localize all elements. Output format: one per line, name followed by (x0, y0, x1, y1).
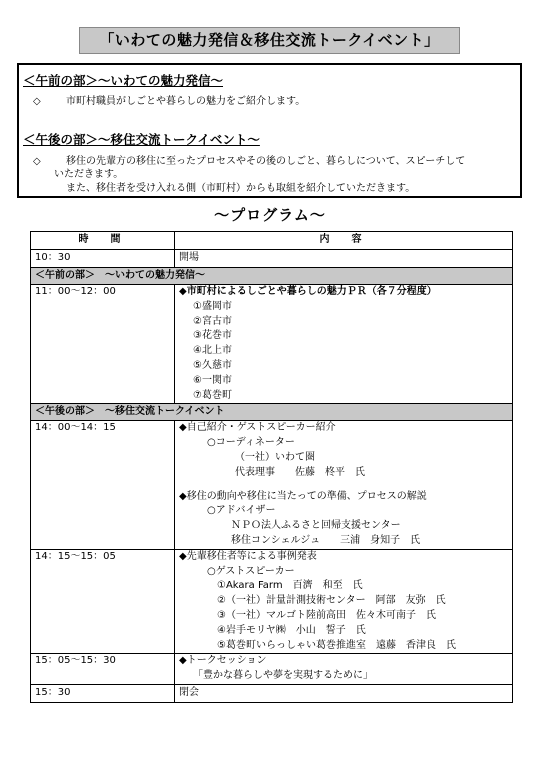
pm-description-line1: 移住の先輩方の移住に至ったプロセスやその後のしごと、暮らしについて、スピーチして (66, 156, 466, 167)
content-cell: 開場 (175, 250, 513, 268)
table-row (31, 421, 513, 549)
header-time: 時 間 (31, 232, 175, 250)
am-section-label: ＜午前の部＞ ～いわての魅力発信～ (31, 268, 513, 285)
table-row (31, 285, 513, 404)
content-cell (175, 285, 513, 404)
time-cell: 15：05～15：30 (31, 654, 175, 685)
talk-heading: ◆トークセッション (179, 655, 267, 667)
diamond-icon: ◇ (33, 96, 41, 107)
list-item: ④北上市 (193, 345, 232, 357)
time-cell: 11：00～12：00 (31, 285, 175, 404)
content-cell: 閉会 (175, 684, 513, 702)
list-item: ②（一社）計量計測技術センター 阿部 友弥 氏 (217, 595, 446, 607)
list-item: ⑥一関市 (193, 374, 232, 386)
time-cell: 14：15～15：05 (31, 549, 175, 654)
header-content: 内 容 (175, 232, 513, 250)
program-table (30, 231, 513, 703)
talk-theme: 「豊かな暮らしや夢を実現するために」 (193, 670, 373, 682)
summary-box (17, 63, 522, 198)
table-row (31, 250, 513, 268)
table-row (31, 684, 513, 702)
case-heading: ◆先輩移住者等による事例発表 (179, 550, 317, 562)
list-item: ⑤葛巻町いらっしゃい葛巻推進室 遠藤 香津良 氏 (217, 639, 456, 651)
am-heading: ＜午前の部＞～いわての魅力発信～ (23, 73, 224, 88)
diamond-icon: ◇ (33, 156, 41, 167)
advisor-person: 移住コンシェルジュ 三浦 身知子 氏 (231, 534, 421, 546)
table-header-row (31, 232, 513, 250)
list-item: ⑤久慈市 (193, 359, 232, 371)
table-row (31, 654, 513, 685)
spacer (179, 481, 508, 490)
list-item: ③花巻市 (193, 330, 232, 342)
list-item: ①盛岡市 (193, 300, 232, 312)
list-item: ⑦葛巻町 (193, 389, 232, 401)
migration-heading: ◆移住の動向や移住に当たっての準備、プロセスの解説 (179, 490, 427, 502)
content-cell (175, 421, 513, 549)
time-cell: 10：30 (31, 250, 175, 268)
guest-role: ○ゲストスピーカー (207, 565, 295, 577)
pm-description-line3: また、移住者を受け入れる側（市町村）からも取組を紹介していただきます。 (66, 183, 416, 194)
advisor-org: ＮＰＯ法人ふるさと回帰支援センター (231, 520, 401, 532)
list-item: ①Akara Farm 百濟 和至 氏 (217, 580, 363, 592)
list-item: ④岩手モリヤ㈱ 小山 誓子 氏 (217, 624, 366, 636)
pm-heading: ＜午後の部＞～移住交流トークイベント～ (23, 132, 260, 147)
time-cell: 15：30 (31, 684, 175, 702)
coordinator-role: ○コーディネーター (207, 437, 295, 449)
am-description: 市町村職員がしごとや暮らしの魅力をご紹介します。 (66, 96, 306, 107)
section-row-pm (31, 404, 513, 421)
content-cell (175, 654, 513, 685)
content-cell (175, 549, 513, 654)
pm-description-line2: いただきます。 (54, 169, 124, 180)
section-row-am (31, 268, 513, 285)
time-cell: 14：00～14：15 (31, 421, 175, 549)
advisor-role: ○アドバイザー (207, 505, 276, 517)
program-title: ～プログラム～ (214, 206, 326, 224)
list-item: ③（一社）マルゴト陸前高田 佐々木可南子 氏 (217, 609, 436, 621)
pm-section-label: ＜午後の部＞ ～移住交流トークイベント (31, 404, 513, 421)
table-row (31, 549, 513, 654)
coordinator-person: 代表理事 佐藤 柊平 氏 (235, 466, 365, 478)
intro-heading: ◆自己紹介・ゲストスピーカー紹介 (179, 422, 336, 434)
am-pr-heading: ◆市町村によるしごとや暮らしの魅力ＰＲ（各７分程度） (179, 286, 437, 297)
page-title: 「いわての魅力発信＆移住交流トークイベント」 (79, 27, 460, 54)
coordinator-org: （一社）いわて圏 (235, 451, 315, 463)
list-item: ②宮古市 (193, 315, 232, 327)
